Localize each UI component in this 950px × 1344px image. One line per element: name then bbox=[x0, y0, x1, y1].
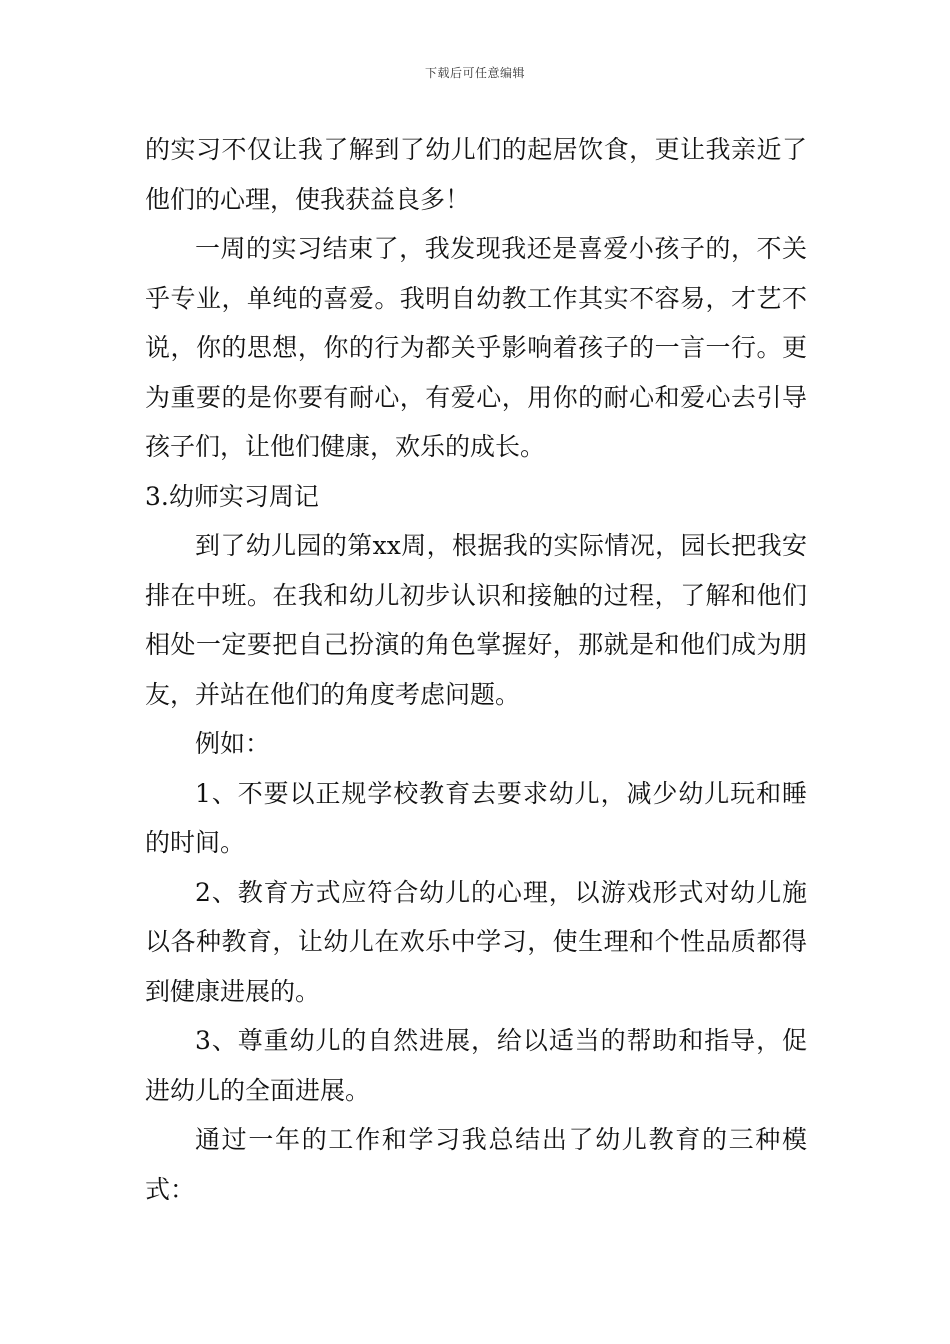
page-header: 下载后可任意编辑 bbox=[424, 66, 525, 80]
paragraph-example-label: 例如： bbox=[195, 729, 271, 758]
paragraph-conclusion: 通过一年的工作和学习我总结出了幼儿教育的三种模式： bbox=[145, 1125, 807, 1204]
paragraph-intro: 到了幼儿园的第xx周，根据我的实际情况，园长把我安排在中班。在我和幼儿初步认识和接触的过程，了解和他们相处一定要把自己扮演的角色掌握好，那就是和他们成为朋友，并站在他们的角度考虑问题。 bbox=[145, 531, 807, 709]
list-item-3: 3、尊重幼儿的自然进展，给以适当的帮助和指导，促进幼儿的全面进展。 bbox=[145, 1026, 807, 1105]
paragraph-continuation: 的实习不仅让我了解到了幼儿们的起居饮食，更让我亲近了他们的心理，使我获益良多！ bbox=[145, 135, 807, 214]
section-heading: 3.幼师实习周记 bbox=[145, 481, 319, 511]
list-item-1: 1、不要以正规学校教育去要求幼儿，减少幼儿玩和睡的时间。 bbox=[145, 778, 807, 857]
paragraph-internship-summary: 一周的实习结束了，我发现我还是喜爱小孩子的，不关乎专业，单纯的喜爱。我明自幼教工作其实不容易，才艺不说，你的思想，你的行为都关乎影响着孩子的一言一行。更为重要的是你要有耐心，有爱心，用你的耐心和爱心去引导孩子们，让他们健康，欢乐的成长。 bbox=[145, 234, 807, 461]
document-body bbox=[145, 125, 807, 1214]
list-item-2: 2、教育方式应符合幼儿的心理，以游戏形式对幼儿施以各种教育，让幼儿在欢乐中学习，使生理和个性品质都得到健康进展的。 bbox=[145, 877, 807, 1006]
